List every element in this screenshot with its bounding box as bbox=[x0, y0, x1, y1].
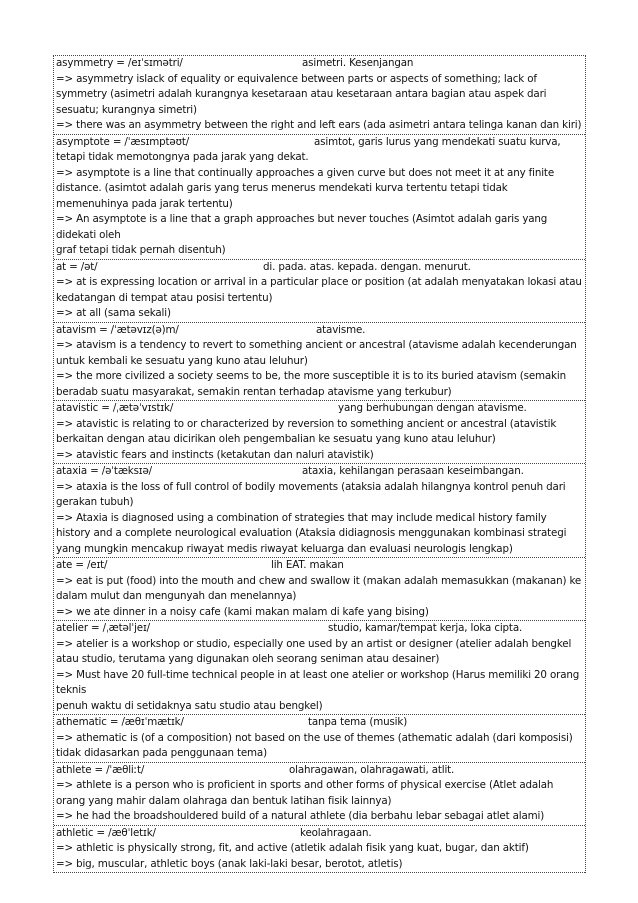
translation: asimtot, garis lurus yang mendekati suatu kurva, tetapi tidak memotongnya pada jarak yang dekat. bbox=[56, 135, 561, 163]
entry-head bbox=[56, 401, 583, 417]
entry-head bbox=[56, 464, 583, 480]
definition-line: => ataxia is the loss of full control of bodily movements (ataksia adalah hilangnya kontrol penuh dari gerakan tubuh) bbox=[56, 480, 566, 508]
headword: at = /ət/ bbox=[56, 260, 98, 273]
headword: ate = /eɪt/ bbox=[56, 559, 108, 571]
headword: asymptote = /ˈæsɪmptəʊt/ bbox=[56, 135, 190, 148]
headword: athematic = /æθɪˈmætɪk/ bbox=[56, 716, 184, 728]
headword: ataxia = /əˈtæksɪə/ bbox=[56, 465, 152, 477]
example-line: => he had the broadshouldered build of a natural athlete (dia berbahu lebar sebagai atlet alami) bbox=[56, 810, 545, 822]
headword: asymmetry = /eɪˈsɪmətri/ bbox=[56, 57, 183, 69]
translation: tanpa tema (musik) bbox=[308, 716, 408, 728]
translation: yang berhubungan dengan atavisme. bbox=[338, 402, 527, 414]
entry-athletic bbox=[54, 826, 585, 874]
entry-atavism bbox=[54, 323, 585, 402]
example-line: => big, muscular, athletic boys (anak laki-laki besar, berotot, atletis) bbox=[56, 857, 403, 870]
definition-line: => asymmetry islack of equality or equivalence between parts or aspects of something; lack of symmetry (asimetri adalah kurangnya kesetaraan atau kesetaraan antara bagian atau aspek dari sesuatu; kurangnya simetri) bbox=[56, 72, 547, 116]
entry-asymmetry bbox=[54, 56, 585, 135]
translation: di. pada. atas. kepada. dengan. menurut. bbox=[263, 260, 471, 273]
entry-athematic bbox=[54, 715, 585, 763]
definition-line: => atavism is a tendency to revert to something ancient or ancestral (atavisme adalah kecenderungan untuk kembali ke sesuatu yang kuno atau leluhur) bbox=[56, 339, 577, 367]
entry-head bbox=[56, 558, 583, 574]
entry-atelier bbox=[54, 621, 585, 715]
dictionary-table bbox=[53, 55, 586, 873]
example-line: => we ate dinner in a noisy cafe (kami makan malam di kafe yang bising) bbox=[56, 605, 429, 618]
example-line: penuh waktu di setidaknya satu studio atau bengkel) bbox=[56, 699, 323, 712]
example-line: => atavistic fears and instincts (ketakutan dan naluri atavistik) bbox=[56, 448, 374, 461]
translation: atavisme. bbox=[316, 323, 366, 336]
headword: athlete = /ˈæθliːt/ bbox=[56, 763, 145, 776]
example-line: => the more civilized a society seems to be, the more susceptible it is to its buried atavism (semakin beradab suatu masyarakat, semakin rentan terhadap atavisme yang terkubur) bbox=[56, 370, 566, 398]
definition-line: => athematic is (of a composition) not based on the use of themes (athematic adalah (dari komposisi) tidak didasarkan pada penggunaan tema) bbox=[56, 731, 573, 759]
headword: atelier = /ˌætəlˈjeɪ/ bbox=[56, 622, 150, 634]
example-line: => Ataxia is diagnosed using a combination of strategies that may include medical history family history and a complete neurological evaluation (Ataksia didiagnosis menggunakan kombinasi strategi yang mungkin mencakup riwayat medis riwayat keluarga dan evaluasi neurologis lengkap) bbox=[56, 511, 567, 555]
entry-head bbox=[56, 260, 583, 276]
entry-head bbox=[56, 135, 583, 166]
definition-line: => eat is put (food) into the mouth and chew and swallow it (makan adalah memasukkan (makanan) ke dalam mulut dan mengunyah dan menelannya) bbox=[56, 574, 582, 602]
headword: athletic = /æθˈletɪk/ bbox=[56, 826, 156, 839]
example-line: => at all (sama sekali) bbox=[56, 307, 171, 319]
entry-athlete bbox=[54, 763, 585, 826]
headword: atavistic = /ˌætəˈvɪstɪk/ bbox=[56, 402, 174, 414]
definition-line: => atavistic is relating to or characterized by reversion to something ancient or ancestral (atavistik berkaitan dengan atau dicirikan oleh pengembalian ke sesuatu yang kuno atau leluhur) bbox=[56, 417, 557, 445]
example-line: => there was an asymmetry between the right and left ears (ada asimetri antara telinga kanan dan kiri) bbox=[56, 119, 582, 131]
example-line: graf tetapi tidak pernah disentuh) bbox=[56, 244, 226, 256]
entry-head bbox=[56, 323, 583, 339]
entry-head bbox=[56, 621, 583, 637]
entry-ate bbox=[54, 558, 585, 621]
definition-line: => atelier is a workshop or studio, especially one used by an artist or designer (atelier adalah bengkel atau studio, terutama yang digunakan oleh seorang seniman atau desainer) bbox=[56, 637, 572, 665]
translation: olahragawan, olahragawati, atlit. bbox=[289, 763, 455, 776]
entry-head bbox=[56, 763, 583, 779]
translation: studio, kamar/tempat kerja, loka cipta. bbox=[328, 622, 523, 634]
entry-head bbox=[56, 826, 583, 842]
translation: ataxia, kehilangan perasaan keseimbangan. bbox=[302, 465, 524, 477]
translation: lih EAT. makan bbox=[271, 559, 344, 571]
entry-atavistic bbox=[54, 401, 585, 464]
entry-at bbox=[54, 260, 585, 323]
entry-head bbox=[56, 715, 583, 731]
example-line: => Must have 20 full-time technical people in at least one atelier or workshop (Harus memiliki 20 orang teknis bbox=[56, 668, 580, 696]
definition-line: => athlete is a person who is proficient in sports and other forms of physical exercise (Atlet adalah orang yang mahir dalam olahraga dan bentuk latihan fisik lainnya) bbox=[56, 779, 554, 807]
definition-line: => athletic is physically strong, fit, and active (atletik adalah fisik yang kuat, bugar, dan aktif) bbox=[56, 842, 529, 854]
example-line: => An asymptote is a line that a graph approaches but never touches (Asimtot adalah garis yang didekati oleh bbox=[56, 213, 548, 241]
definition-line: => asymptote is a line that continually approaches a given curve but does not meet it at any finite distance. (asimtot adalah garis yang terus menerus mendekati kurva tertentu tetapi tidak memenuhinya pada jarak tertentu) bbox=[56, 166, 555, 210]
definition-line: => at is expressing location or arrival in a particular place or position (at adalah menyatakan lokasi atau kedatangan di tempat atau posisi tertentu) bbox=[56, 276, 582, 304]
translation: asimetri. Kesenjangan bbox=[302, 57, 414, 69]
entry-ataxia bbox=[54, 464, 585, 558]
entry-head bbox=[56, 56, 583, 72]
entry-asymptote bbox=[54, 135, 585, 260]
headword: atavism = /ˈætəvɪz(ə)m/ bbox=[56, 323, 179, 336]
translation: keolahragaan. bbox=[300, 826, 372, 839]
